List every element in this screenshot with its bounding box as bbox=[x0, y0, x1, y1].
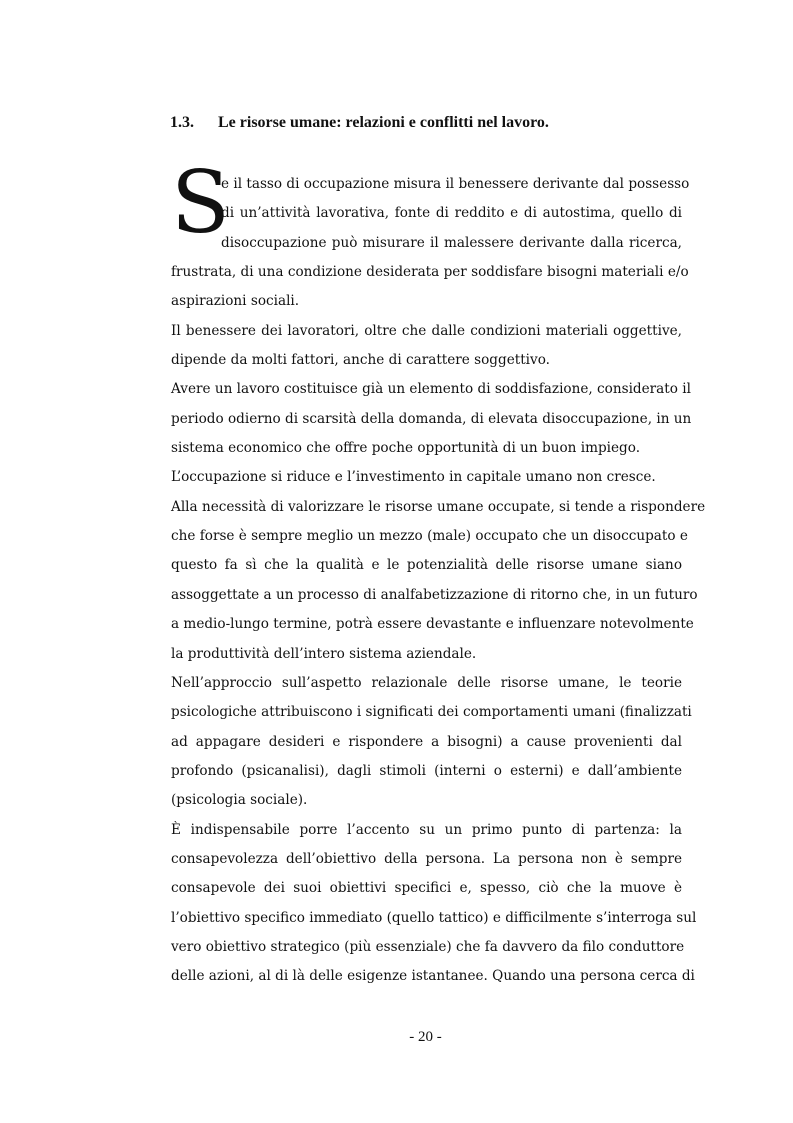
text-line: consapevolezza dell’obiettivo della persona. La persona non è sempre bbox=[171, 850, 682, 867]
page-number: - 20 - bbox=[409, 1029, 442, 1045]
text-line: l’obiettivo specifico immediato (quello tattico) e difficilmente s’interroga sul bbox=[171, 909, 697, 926]
section-number: 1.3. bbox=[170, 114, 194, 131]
text-line: Avere un lavoro costituisce già un elemento di soddisfazione, considerato il bbox=[171, 381, 691, 398]
text-line: aspirazioni sociali. bbox=[171, 293, 300, 310]
text-line: assoggettate a un processo di analfabetizzazione di ritorno che, in un futuro bbox=[171, 586, 698, 603]
text-line: che forse è sempre meglio un mezzo (male) occupato che un disoccupato e bbox=[171, 528, 688, 545]
drop-cap-letter: S bbox=[171, 153, 230, 253]
body-text bbox=[171, 170, 706, 992]
text-line: (psicologia sociale). bbox=[171, 792, 308, 809]
text-line: psicologiche attribuiscono i significati dei comportamenti umani (finalizzati bbox=[171, 704, 692, 721]
text-line: a medio-lungo termine, potrà essere devastante e influenzare notevolmente bbox=[171, 616, 694, 633]
text-line: Il benessere dei lavoratori, oltre che dalle condizioni materiali oggettive, bbox=[171, 322, 682, 339]
text-line: dipende da molti fattori, anche di carattere soggettivo. bbox=[171, 352, 550, 369]
text-line: vero obiettivo strategico (più essenziale) che fa davvero da filo conduttore bbox=[171, 938, 685, 955]
text-line: Nell’approccio sull’aspetto relazionale delle risorse umane, le teorie bbox=[171, 674, 682, 691]
text-line: profondo (psicanalisi), dagli stimoli (interni o esterni) e dall’ambiente bbox=[171, 762, 682, 779]
text-line: e il tasso di occupazione misura il benessere derivante dal possesso bbox=[221, 176, 690, 192]
text-line: disoccupazione può misurare il malessere derivante dalla ricerca, bbox=[221, 234, 682, 251]
text-line: di un’attività lavorativa, fonte di reddito e di autostima, quello di bbox=[221, 205, 682, 222]
section-title: Le risorse umane: relazioni e conflitti nel lavoro. bbox=[218, 114, 549, 131]
text-line: questo fa sì che la qualità e le potenzialità delle risorse umane siano bbox=[171, 557, 682, 574]
text-line: la produttività dell’intero sistema aziendale. bbox=[171, 645, 477, 662]
section-heading bbox=[170, 114, 549, 132]
text-line: ad appagare desideri e rispondere a bisogni) a cause provenienti dal bbox=[171, 733, 682, 750]
text-line: periodo odierno di scarsità della domanda, di elevata disoccupazione, in un bbox=[171, 410, 692, 427]
text-line: sistema economico che offre poche opportunità di un buon impiego. bbox=[171, 440, 641, 457]
text-line: L’occupazione si riduce e l’investimento in capitale umano non cresce. bbox=[171, 469, 656, 486]
text-line: frustrata, di una condizione desiderata per soddisfare bisogni materiali e/o bbox=[171, 264, 689, 281]
text-line: consapevole dei suoi obiettivi specifici e, spesso, ciò che la muove è bbox=[171, 880, 682, 897]
text-line: delle azioni, al di là delle esigenze istantanee. Quando una persona cerca di bbox=[171, 968, 695, 985]
text-line: Alla necessità di valorizzare le risorse umane occupate, si tende a rispondere bbox=[171, 498, 706, 515]
text-line: È indispensabile porre l’accento su un primo punto di partenza: la bbox=[171, 821, 682, 838]
